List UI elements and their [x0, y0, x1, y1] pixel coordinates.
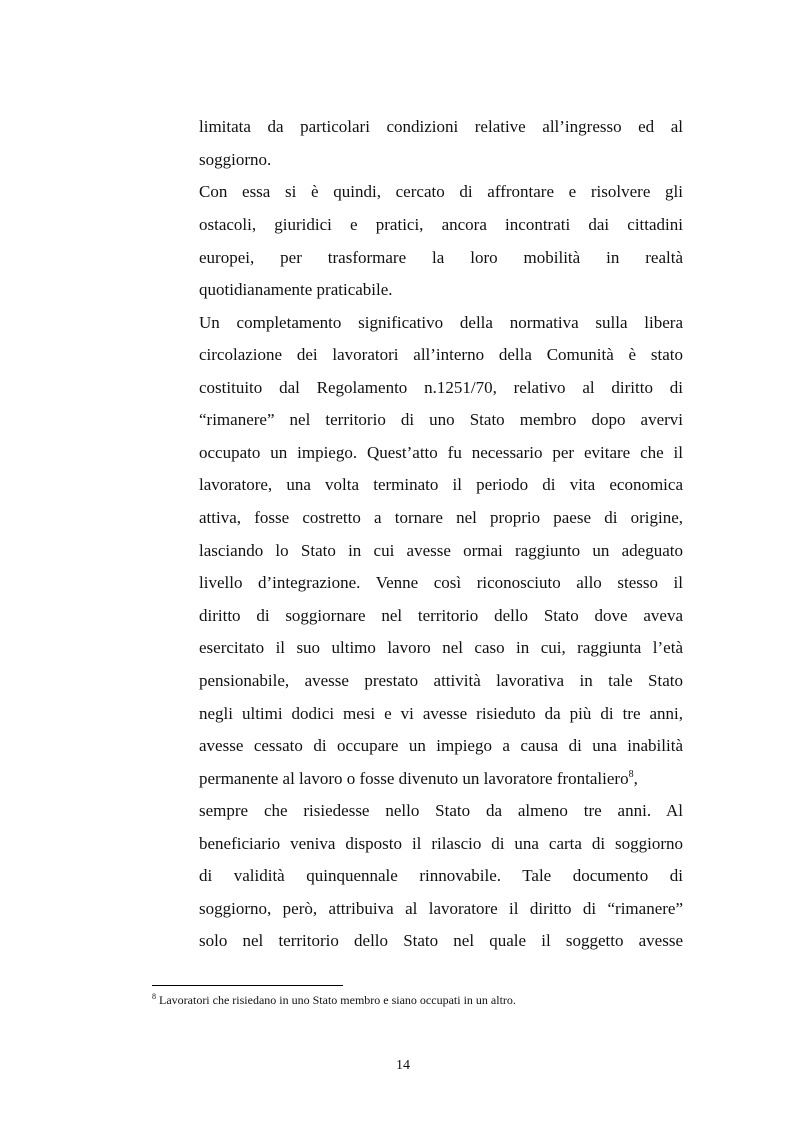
body-line-18: pensionabile, avesse prestato attività lavorativa in tale Stato — [199, 671, 683, 690]
body-line-13: attiva, fosse costretto a tornare nel proprio paese di origine, — [199, 508, 683, 527]
body-line-1: limitata da particolari condizioni relative all’ingresso ed al — [199, 117, 683, 136]
body-line-7: Un completamento significativo della normativa sulla libera — [199, 313, 683, 332]
body-line-3: Con essa si è quindi, cercato di affrontare e risolvere gli — [199, 182, 683, 201]
body-line-21-text: permanente al lavoro o fosse divenuto un lavoratore frontaliero — [199, 769, 629, 788]
body-line-4: ostacoli, giuridici e pratici, ancora incontrati dai cittadini — [199, 215, 683, 234]
footnote — [152, 992, 692, 1008]
page-number: 14 — [396, 1058, 410, 1073]
body-line-20: avesse cessato di occupare un impiego a causa di una inabilità — [199, 736, 683, 755]
footnote-reference-comma: , — [633, 769, 638, 788]
body-line-12: lavoratore, una volta terminato il periodo di vita economica — [199, 475, 683, 494]
body-line-25: soggiorno, però, attribuiva al lavoratore il diritto di “rimanere” — [199, 899, 683, 918]
body-line-19: negli ultimi dodici mesi e vi avesse risieduto da più di tre anni, — [199, 704, 683, 723]
body-line-17: esercitato il suo ultimo lavoro nel caso in cui, raggiunta l’età — [199, 638, 683, 657]
footnote-text: Lavoratori che risiedano in uno Stato membro e siano occupati in un altro. — [159, 993, 516, 1007]
footnote-separator — [152, 985, 343, 986]
body-line-21 — [199, 769, 683, 789]
body-line-8: circolazione dei lavoratori all’interno della Comunità è stato — [199, 345, 683, 364]
body-line-22: sempre che risiedesse nello Stato da almeno tre anni. Al — [199, 801, 683, 820]
body-line-2: soggiorno. — [199, 150, 272, 169]
body-line-6: quotidianamente praticabile. — [199, 280, 393, 299]
body-line-10: “rimanere” nel territorio di uno Stato membro dopo avervi — [199, 410, 683, 429]
body-line-23: beneficiario veniva disposto il rilascio di una carta di soggiorno — [199, 834, 683, 853]
footnote-number: 8 — [152, 992, 156, 1001]
body-line-16: diritto di soggiornare nel territorio dello Stato dove aveva — [199, 606, 683, 625]
body-line-5: europei, per trasformare la loro mobilità in realtà — [199, 248, 683, 267]
body-line-24: di validità quinquennale rinnovabile. Tale documento di — [199, 866, 683, 885]
body-line-26: solo nel territorio dello Stato nel quale il soggetto avesse — [199, 931, 683, 950]
body-line-9: costituito dal Regolamento n.1251/70, relativo al diritto di — [199, 378, 683, 397]
body-line-14: lasciando lo Stato in cui avesse ormai raggiunto un adeguato — [199, 541, 683, 560]
footnote-reference[interactable]: 8 — [628, 769, 634, 780]
body-line-15: livello d’integrazione. Venne così riconosciuto allo stesso il — [199, 573, 683, 592]
body-line-11: occupato un impiego. Quest’atto fu necessario per evitare che il — [199, 443, 683, 462]
